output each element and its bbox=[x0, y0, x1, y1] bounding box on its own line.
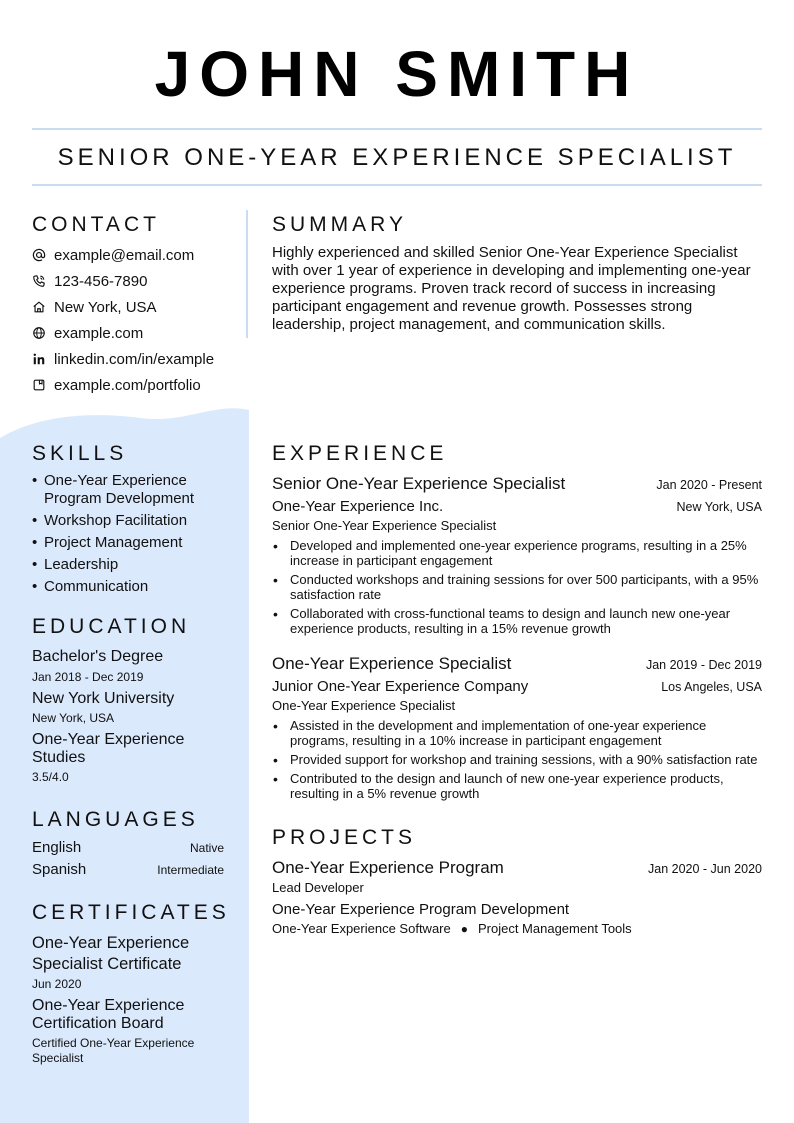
contact-location-text: New York, USA bbox=[54, 298, 157, 316]
skills-heading: SKILLS bbox=[32, 442, 128, 465]
header-divider-bottom bbox=[32, 184, 762, 186]
job-company: Junior One-Year Experience Company bbox=[272, 678, 529, 695]
list-item: • Contributed to the design and launch of new one-year experience products, resulting in a 5% revenue growth bbox=[272, 771, 762, 801]
column-divider bbox=[246, 210, 248, 338]
project-tools bbox=[272, 921, 632, 936]
list-item: • One-Year Experience Program Development bbox=[32, 472, 242, 508]
job-location: Los Angeles, USA bbox=[661, 680, 762, 694]
education-location: New York, USA bbox=[32, 711, 115, 725]
job-bullets bbox=[272, 538, 762, 640]
job-company-row bbox=[272, 498, 762, 515]
list-item: • Leadership bbox=[32, 556, 242, 574]
contact-website[interactable] bbox=[32, 320, 214, 346]
contact-linkedin[interactable] bbox=[32, 346, 214, 372]
list-item: • Assisted in the development and implementation of one-year experience programs, resulting in a 10% increase in participant engagement bbox=[272, 718, 762, 748]
list-item: • Collaborated with cross-functional teams to design and launch new one-year experience products, resulting in a 15% revenue growth bbox=[272, 606, 762, 636]
header-divider-top bbox=[32, 128, 762, 130]
certificate-issuer: One-Year Experience Certification Board bbox=[32, 997, 185, 1032]
list-item: • Developed and implemented one-year experience programs, resulting in a 25% increase in participant engagement bbox=[272, 538, 762, 568]
list-item: • Conducted workshops and training sessions for over 500 participants, with a 95% satisfaction rate bbox=[272, 572, 762, 602]
skills-list bbox=[32, 472, 242, 600]
contact-website-text: example.com bbox=[54, 324, 144, 342]
phone-icon bbox=[32, 274, 54, 288]
home-icon bbox=[32, 300, 54, 314]
list-item: • Provided support for workshop and training sessions, with a 90% satisfaction rate bbox=[272, 752, 762, 767]
list-item: • Communication bbox=[32, 578, 242, 596]
certificate-date: Jun 2020 bbox=[32, 977, 82, 991]
contact-heading: CONTACT bbox=[32, 213, 160, 236]
at-icon bbox=[32, 248, 54, 262]
job-location: New York, USA bbox=[676, 500, 762, 514]
contact-linkedin-text: linkedin.com/in/example bbox=[54, 350, 215, 368]
job-header bbox=[272, 474, 762, 494]
linkedin-icon bbox=[32, 352, 54, 366]
project-subtitle-row bbox=[272, 901, 762, 918]
job-header bbox=[272, 654, 762, 674]
project-header bbox=[272, 858, 762, 878]
job-company-row bbox=[272, 678, 762, 695]
education-degree: Bachelor's Degree bbox=[32, 648, 164, 665]
contact-email[interactable] bbox=[32, 242, 214, 268]
language-row bbox=[32, 839, 224, 856]
project-dates: Jan 2020 - Jun 2020 bbox=[648, 862, 762, 876]
summary-heading: SUMMARY bbox=[272, 213, 407, 236]
job-dates: Jan 2020 - Present bbox=[656, 478, 762, 492]
language-name: Spanish bbox=[32, 861, 87, 878]
certificate-description: Certified One-Year Experience Specialist bbox=[32, 1036, 195, 1065]
certificate-name: One-Year Experience Specialist Certificate bbox=[32, 934, 190, 973]
education-gpa: 3.5/4.0 bbox=[32, 770, 69, 784]
list-item: • Workshop Facilitation bbox=[32, 512, 242, 530]
job-bullets bbox=[272, 718, 762, 805]
project-name: One-Year Experience Program bbox=[272, 858, 504, 877]
project-tool: Project Management Tools bbox=[477, 921, 632, 936]
language-level: Intermediate bbox=[157, 863, 224, 877]
contact-email-text: example@email.com bbox=[54, 246, 195, 264]
education-dates: Jan 2018 - Dec 2019 bbox=[32, 670, 144, 684]
job-title: SENIOR ONE-YEAR EXPERIENCE SPECIALIST bbox=[57, 144, 737, 171]
candidate-name: JOHN SMITH bbox=[154, 38, 640, 110]
project-role: Lead Developer bbox=[272, 880, 364, 895]
project-tool: One-Year Experience Software bbox=[272, 921, 451, 936]
contact-location bbox=[32, 294, 214, 320]
language-level: Native bbox=[189, 841, 224, 855]
job-role: Senior One-Year Experience Specialist bbox=[272, 518, 497, 533]
contact-portfolio[interactable] bbox=[32, 372, 214, 398]
globe-icon bbox=[32, 326, 54, 340]
language-name: English bbox=[32, 839, 82, 856]
list-item: • Project Management bbox=[32, 534, 242, 552]
contact-portfolio-text: example.com/portfolio bbox=[54, 376, 201, 394]
separator-dot: ● bbox=[460, 921, 468, 936]
experience-heading: EXPERIENCE bbox=[272, 442, 448, 465]
contact-phone[interactable] bbox=[32, 268, 214, 294]
job-company: One-Year Experience Inc. bbox=[272, 498, 444, 515]
certificates-heading: CERTIFICATES bbox=[32, 901, 230, 924]
language-row bbox=[32, 861, 224, 878]
education-field: One-Year Experience Studies bbox=[32, 731, 185, 766]
education-heading: EDUCATION bbox=[32, 615, 191, 638]
job-title-text: Senior One-Year Experience Specialist bbox=[272, 474, 566, 493]
job-title-text: One-Year Experience Specialist bbox=[272, 654, 512, 673]
languages-heading: LANGUAGES bbox=[32, 808, 199, 831]
contact-phone-text: 123-456-7890 bbox=[54, 272, 148, 290]
job-dates: Jan 2019 - Dec 2019 bbox=[645, 658, 762, 672]
job-role: One-Year Experience Specialist bbox=[272, 698, 456, 713]
portfolio-icon bbox=[32, 378, 54, 392]
projects-heading: PROJECTS bbox=[272, 826, 417, 849]
education-school: New York University bbox=[32, 690, 175, 707]
contact-list bbox=[32, 242, 214, 398]
summary-text: Highly experienced and skilled Senior One-Year Experience Specialist with over 1 year of experience in developing and implementing one-year experience programs. Proven track record of success in increasing participant engagement and revenue growth. Possesses strong leadership, project management, and communication skills. bbox=[272, 244, 751, 333]
project-subtitle: One-Year Experience Program Development bbox=[272, 901, 570, 918]
